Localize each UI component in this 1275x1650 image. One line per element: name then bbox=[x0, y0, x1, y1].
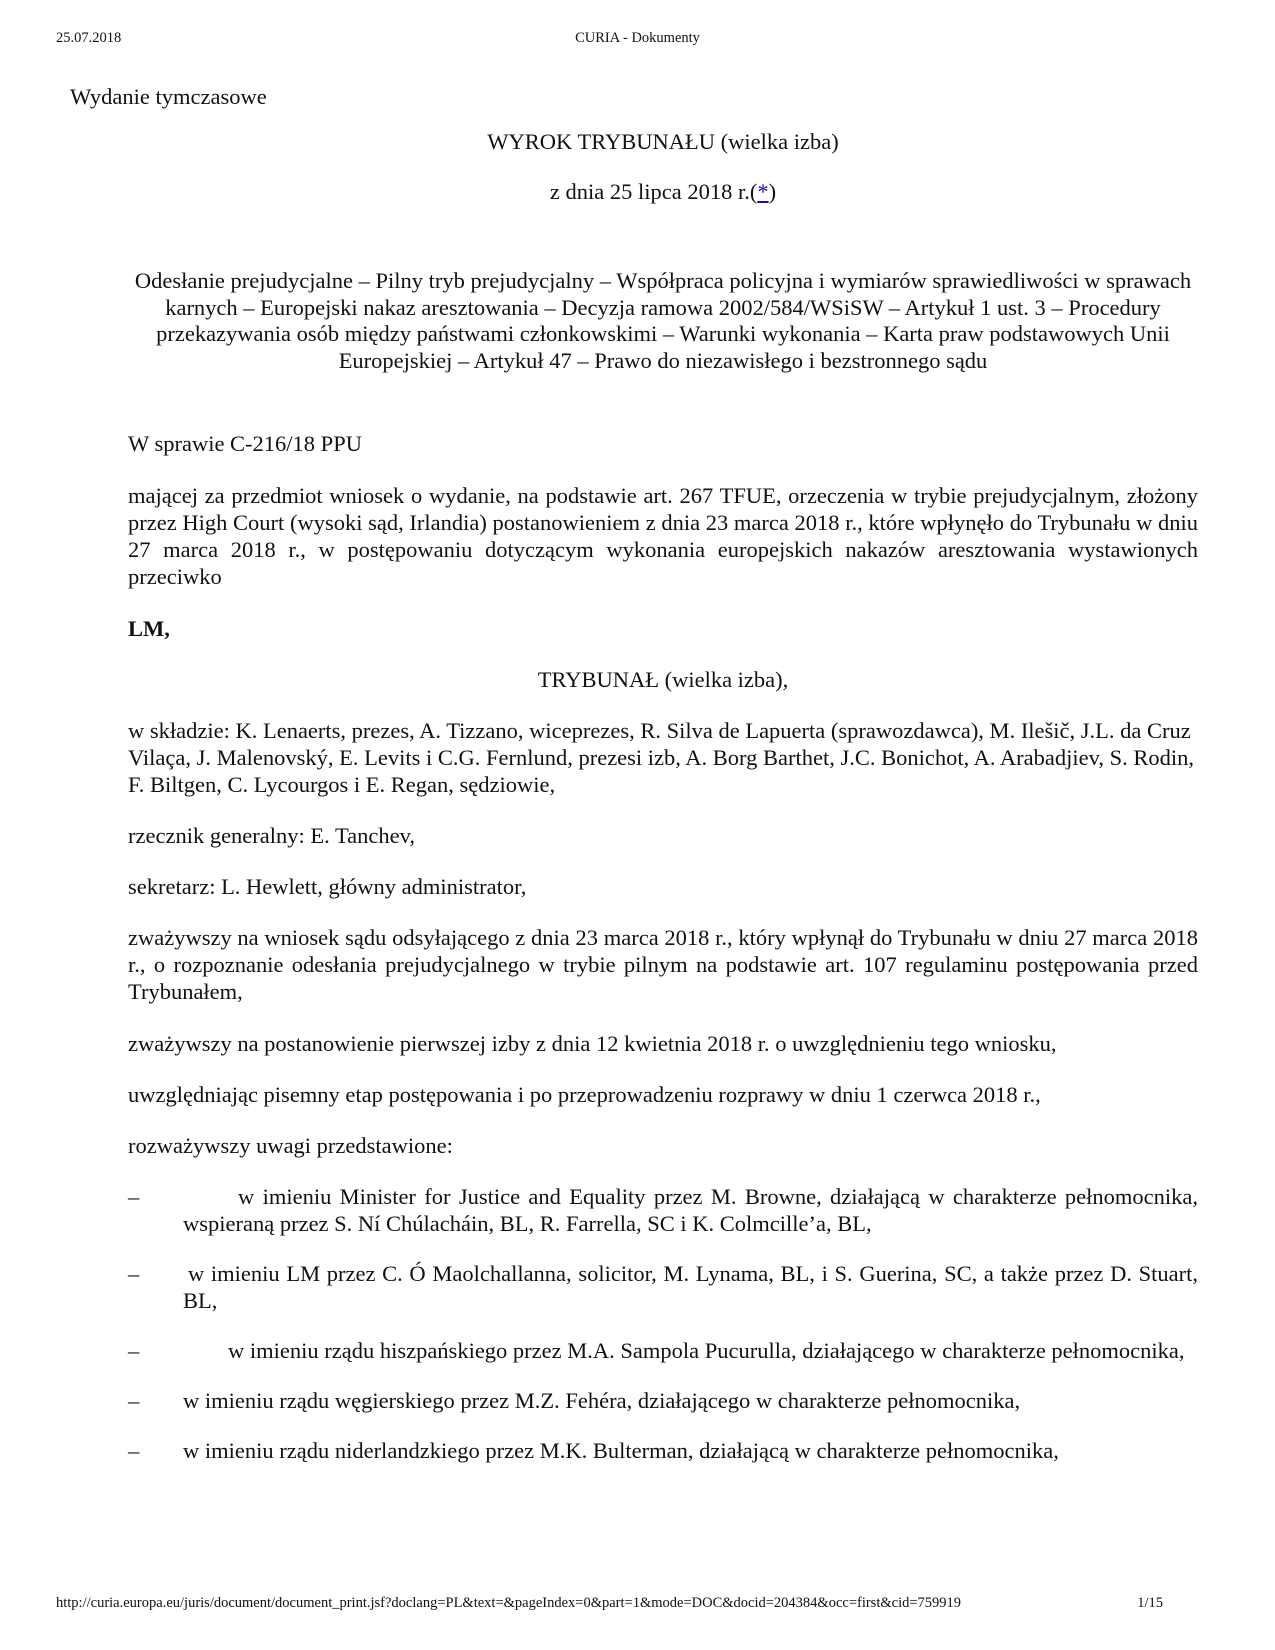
case-subject: mającej za przedmiot wniosek o wydanie, na podstawie art. 267 TFUE, orzeczenia w trybie prejudycjalnym, złożony przez High Court (wysoki sąd, Irlandia) postanowieniem z dnia 23 marca 2018 r., które wpłynęło do Trybunału w dniu 27 marca 2018 r., w postępowaniu dotyczącym wykonania europejskich nakazów aresztowania wystawionych przeciwko bbox=[128, 483, 1198, 589]
footnote-link[interactable]: * bbox=[757, 179, 769, 204]
observation-item bbox=[128, 1183, 1198, 1237]
recital: rozważywszy uwagi przedstawione: bbox=[128, 1133, 453, 1158]
recital: uwzględniając pisemny etap postępowania i po przeprowadzeniu rozprawy w dniu 1 czerwca 2018 r., bbox=[128, 1082, 1041, 1107]
observation-text: w imieniu Minister for Justice and Equality przez M. Browne, działającą w charakterze pełnomocnika, wspieraną przez S. Ní Chúlacháin, BL, R. Farrella, SC i K. Colmcille’a, BL, bbox=[183, 1184, 1198, 1236]
list-dash: – bbox=[128, 1438, 140, 1463]
case-number: W sprawie C‑216/18 PPU bbox=[128, 431, 362, 456]
print-header bbox=[56, 30, 1219, 50]
list-dash: – bbox=[128, 1184, 140, 1209]
observation-item bbox=[128, 1260, 1198, 1314]
court-composition: w składzie: K. Lenaerts, prezes, A. Tizzano, wiceprezes, R. Silva de Lapuerta (sprawozdawca), M. Ilešič, J.L. da Cruz Vilaça, J. Malenovský, E. Levits i C.G. Fernlund, prezesi izb, A. Borg Barthet, J.C. Bonichot, A. Arabadjiev, S. Rodin, F. Biltgen, C. Lycourgos i E. Regan, sędziowie, bbox=[128, 718, 1195, 797]
print-footer bbox=[56, 1595, 1219, 1615]
judgment-title: WYROK TRYBUNAŁU (wielka izba) bbox=[487, 129, 839, 154]
print-date: 25.07.2018 bbox=[56, 30, 122, 46]
print-url: http://curia.europa.eu/juris/document/document_print.jsf?doclang=PL&text=&pageIndex=0&part=1&mode=DOC&docid=204384&occ=first&cid=759919 bbox=[56, 1595, 962, 1611]
keywords-summary: Odesłanie prejudycjalne – Pilny tryb prejudycjalny – Współpraca policyjna i wymiarów sprawiedliwości w sprawach karnych – Europejski nakaz aresztowania – Decyzja ramowa 2002/584/WSiSW – Artykuł 1 ust. 3 – Procedury przekazywania osób między państwami członkowskimi – Warunki wykonania – Karta praw podstawowych Unii Europejskiej – Artykuł 47 – Prawo do niezawisłego i bezstronnego sądu bbox=[134, 268, 1192, 373]
list-dash: – bbox=[128, 1338, 140, 1363]
observation-item bbox=[128, 1387, 1198, 1414]
page-number: 1/15 bbox=[1137, 1595, 1163, 1611]
observation-text: w imieniu rządu węgierskiego przez M.Z. Fehéra, działającego w charakterze pełnomocnika, bbox=[183, 1388, 1021, 1413]
recital: zważywszy na wniosek sądu odsyłającego z dnia 23 marca 2018 r., który wpłynął do Trybunału w dniu 27 marca 2018 r., o rozpoznanie odesłania prejudycjalnego w trybie pilnym na podstawie art. 107 regulaminu postępowania przed Trybunałem, bbox=[128, 925, 1198, 1004]
edition-label: Wydanie tymczasowe bbox=[70, 84, 267, 109]
observation-item bbox=[128, 1437, 1198, 1464]
observation-text: w imieniu rządu hiszpańskiego przez M.A. Sampola Pucurulla, działającego w charakterze pełnomocnika, bbox=[228, 1338, 1185, 1363]
judgment-date-close: ) bbox=[768, 179, 777, 204]
observation-text: w imieniu LM przez C. Ó Maolchallanna, solicitor, M. Lynama, BL, i S. Guerina, SC, a także przez D. Stuart, BL, bbox=[183, 1261, 1198, 1313]
party-name: LM, bbox=[128, 616, 170, 641]
judgment-date bbox=[128, 178, 1198, 205]
recital: zważywszy na postanowienie pierwszej izby z dnia 12 kwietnia 2018 r. o uwzględnieniu tego wniosku, bbox=[128, 1031, 1057, 1056]
print-title: CURIA - Dokumenty bbox=[575, 30, 700, 46]
court-name: TRYBUNAŁ (wielka izba), bbox=[537, 667, 789, 692]
list-dash: – bbox=[128, 1261, 140, 1286]
observation-item bbox=[128, 1337, 1198, 1364]
registrar: sekretarz: L. Hewlett, główny administrator, bbox=[128, 874, 527, 899]
advocate-general: rzecznik generalny: E. Tanchev, bbox=[128, 823, 416, 848]
observation-text: w imieniu rządu niderlandzkiego przez M.K. Bulterman, działającą w charakterze pełnomocnika, bbox=[183, 1438, 1059, 1463]
judgment-date-text: z dnia 25 lipca 2018 r.( bbox=[549, 179, 758, 204]
list-dash: – bbox=[128, 1388, 140, 1413]
document-body bbox=[128, 128, 1198, 1487]
